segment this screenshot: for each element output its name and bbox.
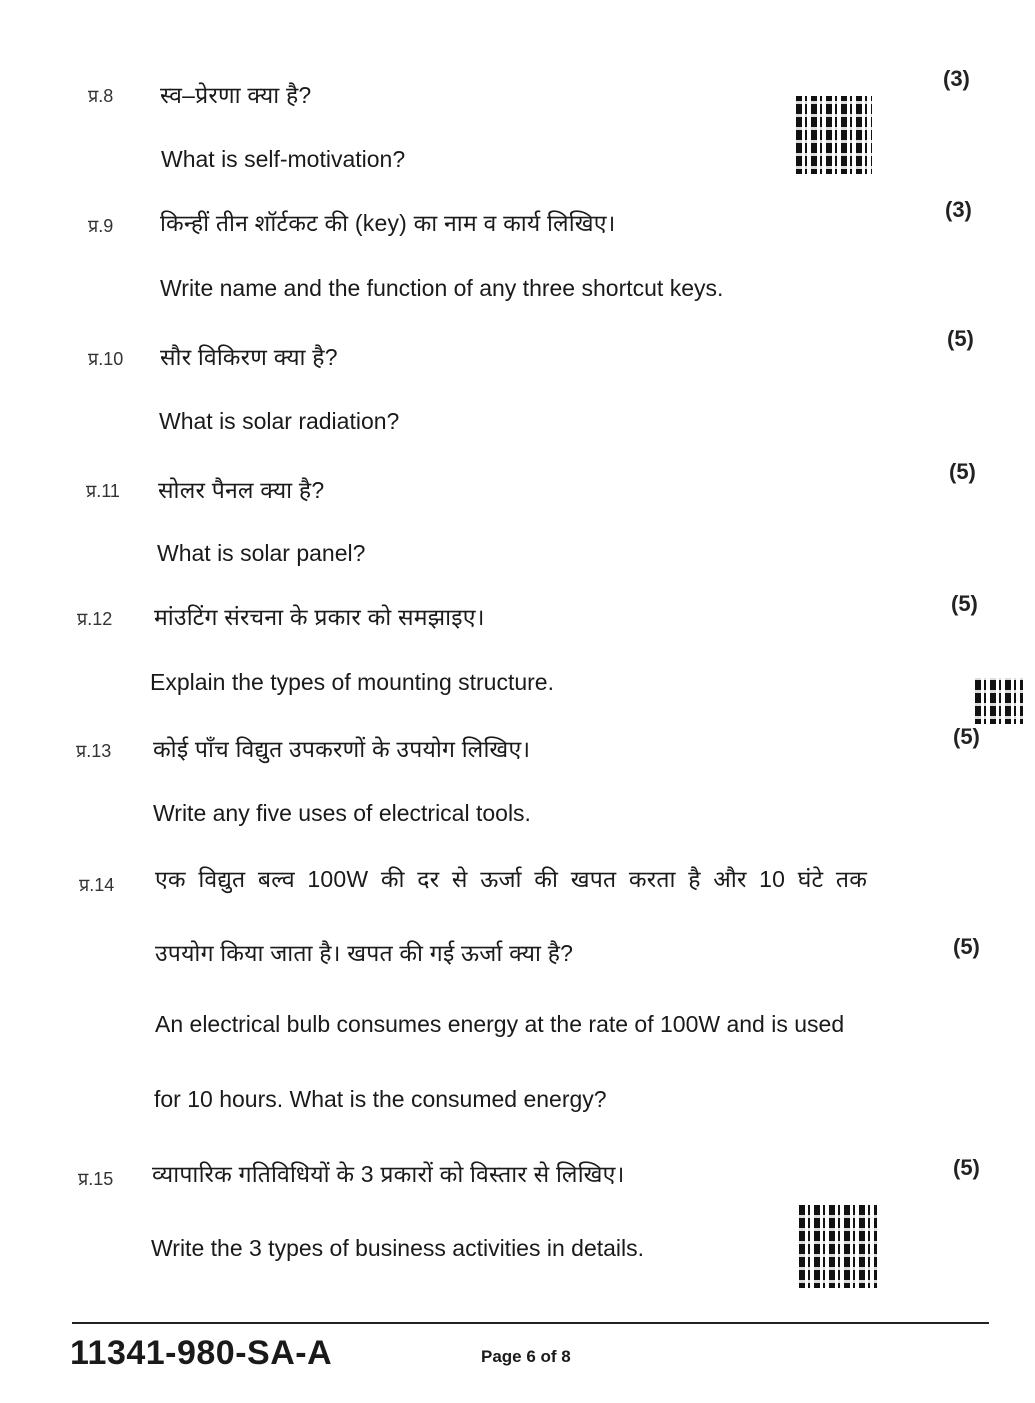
question-15-marks: (5) <box>953 1155 980 1180</box>
question-15-number: प्र.15 <box>78 1169 114 1189</box>
question-12-marks: (5) <box>951 591 978 616</box>
paper-code: 11341-980-SA-A <box>70 1334 333 1372</box>
question-9-hindi: किन्हीं तीन शॉर्टकट की (key) का नाम व कार्य लिखिए। <box>160 210 616 236</box>
question-13-english: Write any five uses of electrical tools. <box>153 800 531 826</box>
question-9-english: Write name and the function of any three shortcut keys. <box>160 275 724 301</box>
question-10-hindi: सौर विकिरण क्या है? <box>160 344 338 370</box>
question-15-hindi: व्यापारिक गतिविधियों के 3 प्रकारों को विस्तार से लिखिए। <box>152 1161 625 1187</box>
question-14-english-line-1: An electrical bulb consumes energy at the rate of 100W and is used <box>155 1011 845 1037</box>
question-14-hindi-line-2: उपयोग किया जाता है। खपत की गई ऊर्जा क्या है? <box>155 940 574 966</box>
question-14-english-line-2: for 10 hours. What is the consumed energy? <box>154 1086 607 1112</box>
question-8-number: प्र.8 <box>88 86 114 106</box>
question-13-number: प्र.13 <box>76 741 112 761</box>
question-12-number: प्र.12 <box>77 609 113 629</box>
page-number: Page 6 of 8 <box>481 1347 571 1366</box>
question-9-marks: (3) <box>945 197 972 222</box>
qr-code-side <box>975 678 1023 724</box>
question-11-number: प्र.11 <box>86 481 120 501</box>
question-11-hindi: सोलर पैनल क्या है? <box>158 477 325 503</box>
question-10-number: प्र.10 <box>88 349 124 369</box>
question-13-marks: (5) <box>953 724 980 749</box>
question-8-english: What is self-motivation? <box>161 146 406 172</box>
question-14-marks: (5) <box>953 934 980 959</box>
question-14-hindi-line-1: एक विद्युत बल्व 100W की दर से ऊर्जा की खपत करता है और 10 घंटे तक <box>155 866 868 892</box>
question-12-hindi: मांउटिंग संरचना के प्रकार को समझाइए। <box>154 604 485 630</box>
datamatrix-code-top <box>796 96 872 174</box>
question-12-english: Explain the types of mounting structure. <box>150 669 554 695</box>
question-14-number: प्र.14 <box>79 875 115 895</box>
question-10-english: What is solar radiation? <box>159 408 400 434</box>
question-13-hindi: कोई पाँच विद्युत उपकरणों के उपयोग लिखिए। <box>153 736 531 762</box>
footer-divider <box>72 1322 989 1324</box>
question-11-marks: (5) <box>949 459 976 484</box>
question-11-english: What is solar panel? <box>157 540 366 566</box>
question-8-marks: (3) <box>943 66 970 91</box>
question-9-number: प्र.9 <box>88 216 114 236</box>
question-10-marks: (5) <box>947 326 974 351</box>
datamatrix-code-bottom <box>799 1205 877 1288</box>
question-15-english: Write the 3 types of business activities in details. <box>151 1235 645 1261</box>
question-8-hindi: स्व–प्रेरणा क्या है? <box>160 82 312 108</box>
